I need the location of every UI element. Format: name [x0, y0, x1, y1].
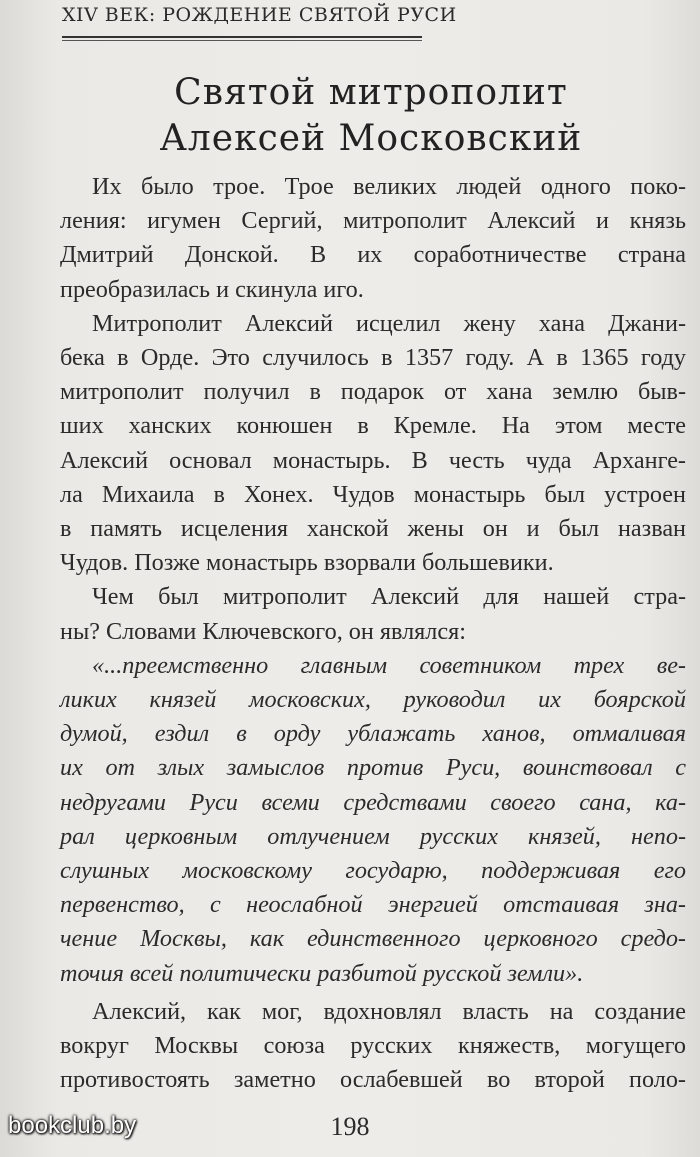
text-line: Чем был митрополит Алексий для нашей стра- — [92, 583, 686, 611]
text-line: Их было трое. Трое великих людей одного поко- — [92, 173, 686, 200]
quote-line: «...преемственно главным советником трех ве- — [92, 651, 686, 679]
text-line: ла Михаила в Хонех. Чудов монастырь был устроен — [60, 480, 686, 508]
quote-line: ликих князей московских, руководил их боярской — [60, 686, 686, 714]
header-rule — [62, 36, 422, 38]
paragraph-4 — [60, 995, 686, 1098]
quote-line: первенство, с неослабной энергией отстаивая зна- — [60, 891, 686, 919]
paragraph-3 — [60, 580, 686, 648]
text-line: митрополит получил в подарок от хана землю быв- — [60, 378, 686, 406]
text-line: Митрополит Алексий исцелил жену хана Джани- — [92, 309, 686, 337]
quote-line: слушных московскому государю, поддерживая его — [60, 857, 686, 885]
chapter-title — [60, 70, 682, 162]
text-line: бека в Орде. Это случилось в 1357 году. А в 1365 году — [60, 344, 686, 372]
quote-line: чение Москвы, как единственного церковного средо- — [60, 925, 686, 953]
paragraph-2 — [60, 307, 686, 581]
text-line: Дмитрий Донской. В их соработничестве страна — [60, 241, 686, 269]
text-line: ления: игумен Сергий, митрополит Алексий и князь — [60, 207, 686, 235]
text-line: вокруг Москвы союза русских княжеств, могущего — [60, 1032, 686, 1060]
quote-line: рал церковным отлучением русских князей, непо- — [60, 822, 686, 850]
quote-line: недругами Руси всеми средствами своего сана, ка- — [60, 788, 686, 816]
header-rule-thin — [62, 40, 422, 41]
quote-block — [60, 649, 686, 991]
text-line: преобразилась и скинула иго. — [60, 275, 364, 303]
text-line: Алексий основал монастырь. В честь чуда Арханге- — [60, 446, 686, 474]
watermark: bookclub.by — [8, 1112, 137, 1139]
text-line: противостоять заметно ослабевшей во второй поло- — [60, 1066, 686, 1094]
paragraph-1 — [60, 170, 686, 307]
chapter-title-line-2: Алексей Московский — [159, 118, 583, 159]
text-line: Алексий, как мог, вдохновлял власть на создание — [92, 997, 686, 1025]
quote-line: их от злых замыслов против Руси, воинствовал с — [60, 754, 686, 782]
quote-line: точия всей политически разбитой русской земли». — [60, 959, 584, 987]
text-line: в память исцеления ханской жены он и был назван — [60, 515, 686, 543]
text-line: ны? Словами Ключевского, он являлся: — [60, 617, 466, 645]
running-header: XIV ВЕК: РОЖДЕНИЕ СВЯТОЙ РУСИ — [62, 4, 457, 26]
body-text — [60, 170, 686, 1097]
text-line: ших ханских конюшен в Кремле. На этом месте — [60, 412, 686, 440]
quote-line: думой, ездил в орду ублажать ханов, отмаливая — [60, 720, 686, 748]
chapter-title-line-1: Святой митрополит — [174, 72, 568, 113]
text-line: Чудов. Позже монастырь взорвали большевики. — [60, 549, 554, 577]
page-number: 198 — [330, 1112, 370, 1141]
